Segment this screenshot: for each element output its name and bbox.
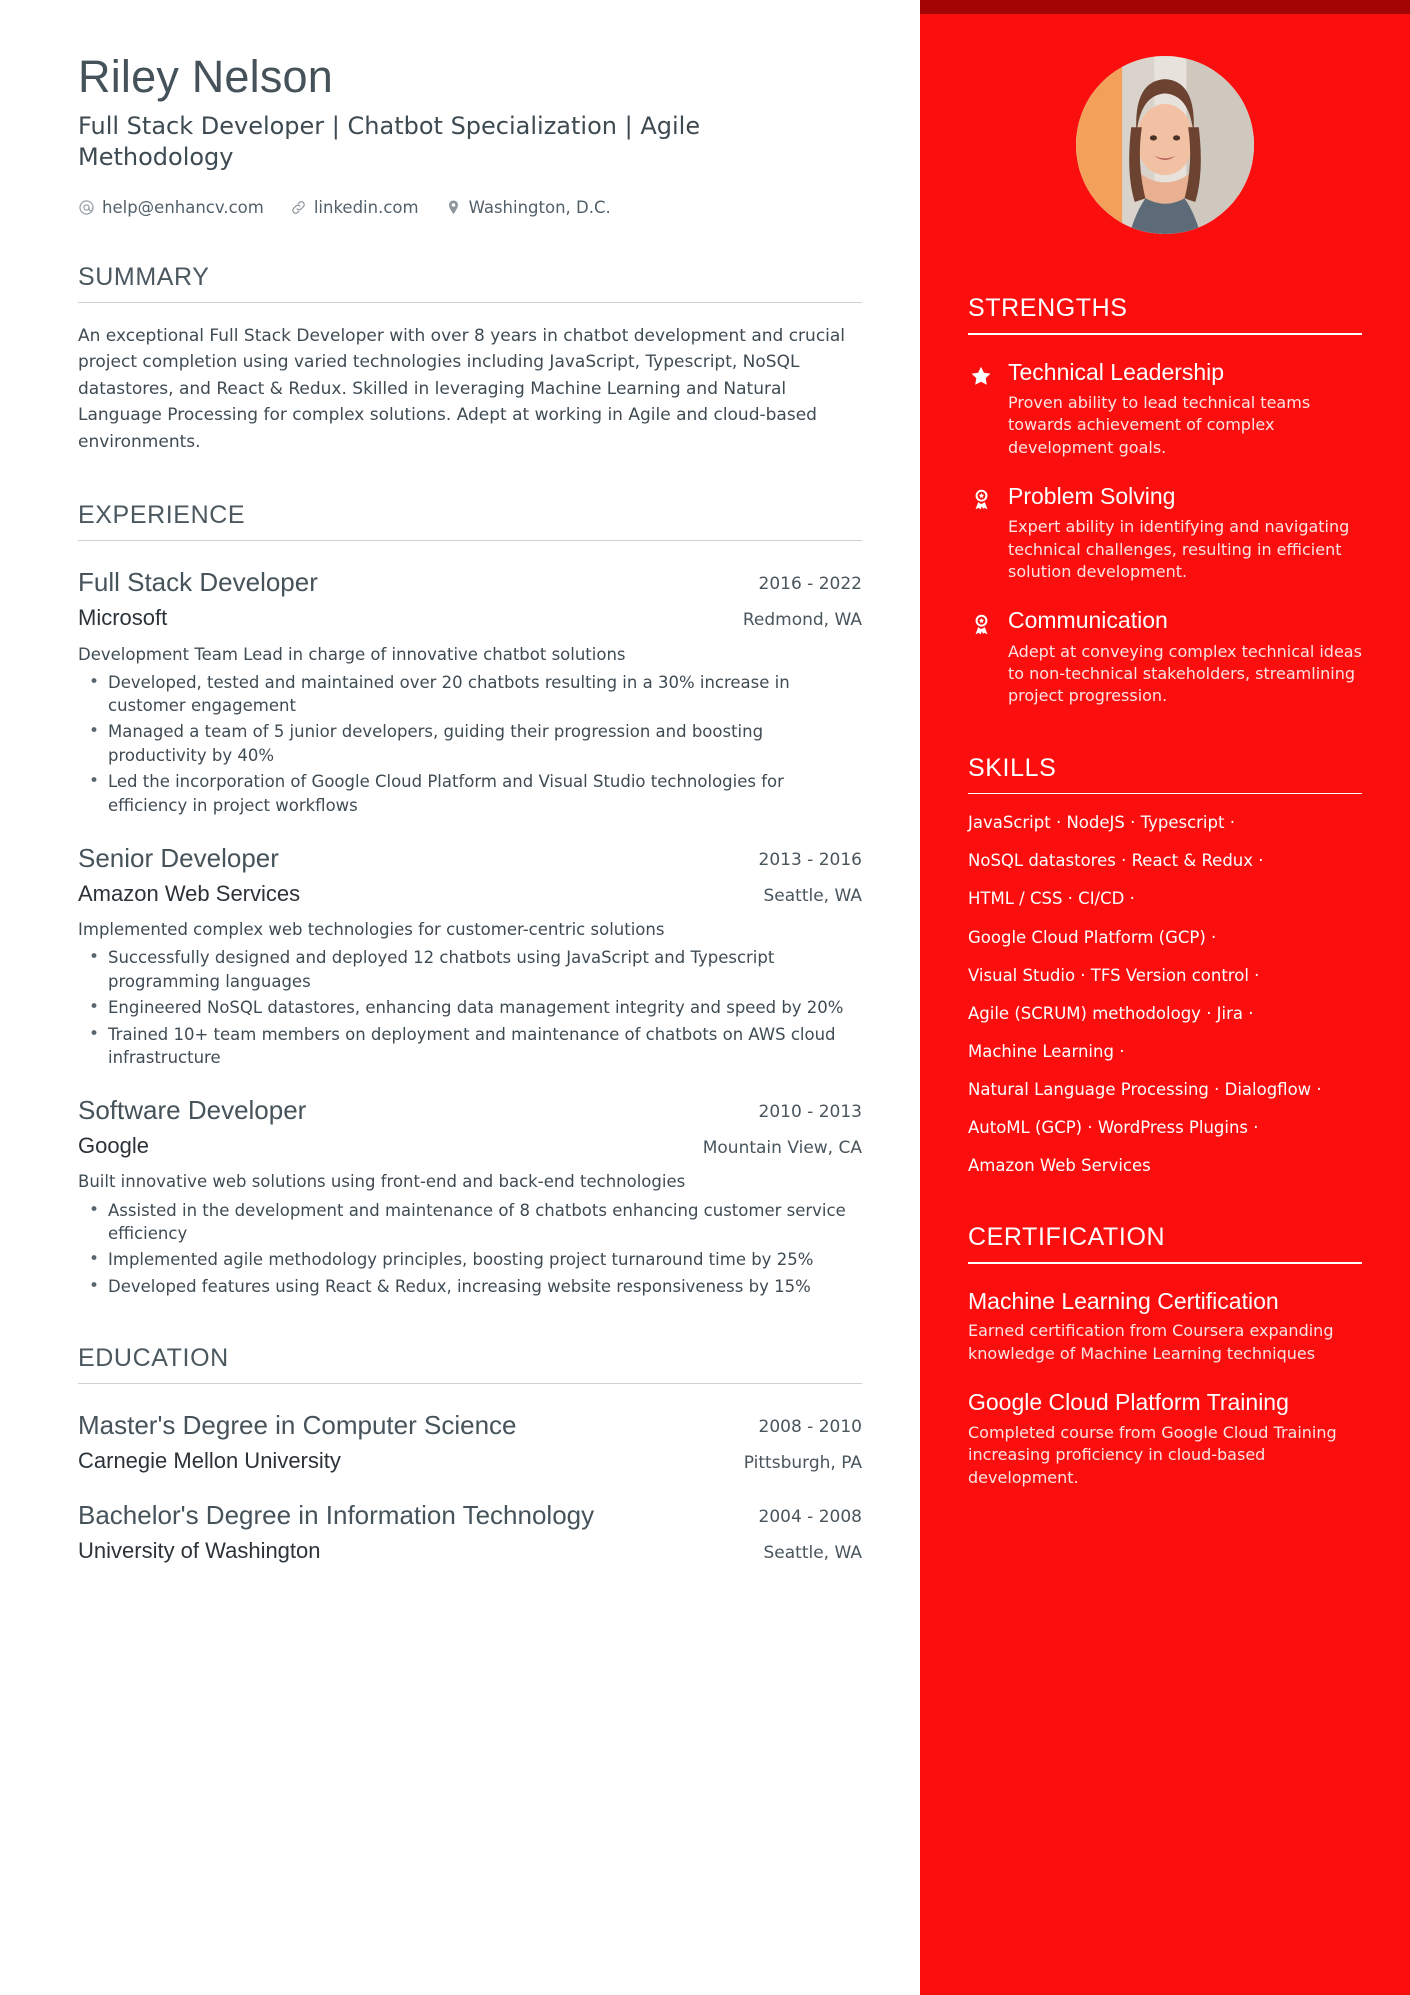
education-entry-head — [78, 1500, 862, 1564]
section-strengths — [968, 294, 1362, 708]
at-icon — [78, 199, 95, 216]
job-location: Seattle, WA — [763, 886, 862, 907]
list-item: Natural Language Processing · Dialogflow · — [968, 1079, 1322, 1099]
sidebar — [920, 0, 1410, 1995]
experience-heading: EXPERIENCE — [78, 501, 246, 530]
education-entry-left — [78, 1500, 630, 1564]
degree-title: Bachelor's Degree in Information Technology — [78, 1500, 595, 1531]
certification-item — [968, 1288, 1362, 1365]
job-location: Redmond, WA — [742, 610, 862, 631]
skills-divider — [968, 793, 1362, 795]
page-title: Riley Nelson — [78, 51, 333, 102]
list-item: • Trained 10+ team members on deployment and maintenance of chatbots on AWS cloud infrastructure — [78, 1023, 862, 1070]
strength-body — [1008, 359, 1362, 459]
contact-row — [78, 198, 862, 217]
contact-linkedin-text: linkedin.com — [313, 197, 419, 217]
section-certification — [968, 1223, 1362, 1489]
education-entry-right — [652, 1500, 862, 1563]
professional-headline: Full Stack Developer | Chatbot Specialization | Agile Methodology — [78, 112, 701, 171]
degree-dates: 2008 - 2010 — [758, 1417, 862, 1438]
certification-name: Google Cloud Platform Training — [968, 1389, 1289, 1416]
avatar-wrap — [968, 0, 1362, 234]
education-heading: EDUCATION — [78, 1344, 229, 1373]
sidebar-top-accent-bar — [920, 0, 1410, 14]
certification-item — [968, 1389, 1362, 1489]
page-header — [78, 52, 862, 217]
job-title: Full Stack Developer — [78, 567, 318, 598]
experience-entry — [78, 1095, 862, 1298]
list-item: • Led the incorporation of Google Cloud Platform and Visual Studio technologies for efficiency in project workflows — [78, 770, 862, 817]
strength-description: Proven ability to lead technical teams towards achievement of complex development goals. — [1008, 392, 1311, 457]
job-location: Mountain View, CA — [702, 1138, 862, 1159]
education-entry-right — [652, 1410, 862, 1473]
strength-name: Technical Leadership — [1008, 358, 1225, 385]
job-bullets — [78, 946, 862, 1069]
strength-description: Expert ability in identifying and navigating technical challenges, resulting in efficient solution development. — [1008, 517, 1350, 581]
list-item: Agile (SCRUM) methodology · Jira · — [968, 1003, 1254, 1023]
school-location: Pittsburgh, PA — [743, 1453, 862, 1474]
strengths-heading: STRENGTHS — [968, 294, 1128, 322]
strength-body — [1008, 483, 1362, 583]
strength-body — [1008, 607, 1362, 707]
contact-location — [445, 198, 611, 217]
education-entry — [78, 1410, 862, 1474]
education-entry-left — [78, 1410, 630, 1474]
list-item: Amazon Web Services — [968, 1156, 1151, 1176]
strengths-divider — [968, 333, 1362, 335]
job-bullets — [78, 671, 862, 818]
skills-heading: SKILLS — [968, 753, 1057, 782]
education-entry — [78, 1500, 862, 1564]
company-name: Amazon Web Services — [78, 880, 301, 906]
certification-divider — [968, 1262, 1362, 1264]
certification-name: Machine Learning Certification — [968, 1287, 1279, 1314]
list-item: • Assisted in the development and maintenance of 8 chatbots enhancing customer service efficiency — [78, 1199, 862, 1246]
section-education — [78, 1344, 862, 1564]
contact-email-text: help@enhancv.com — [102, 197, 264, 217]
job-description: Implemented complex web technologies for customer-centric solutions — [78, 920, 665, 940]
experience-entry-left — [78, 567, 630, 631]
list-item: AutoML (GCP) · WordPress Plugins · — [968, 1118, 1259, 1138]
summary-divider — [78, 302, 862, 303]
experience-entry — [78, 843, 862, 1069]
list-item: NoSQL datastores · React & Redux · — [968, 851, 1264, 871]
list-item: Google Cloud Platform (GCP) · — [968, 927, 1217, 947]
certification-description: Completed course from Google Cloud Training increasing proficiency in cloud-based development. — [968, 1422, 1337, 1487]
school-name: University of Washington — [78, 1537, 321, 1563]
experience-entry-right — [652, 1095, 862, 1158]
strength-name: Communication — [1008, 607, 1168, 634]
school-name: Carnegie Mellon University — [78, 1447, 341, 1473]
job-description: Development Team Lead in charge of innovative chatbot solutions — [78, 644, 626, 664]
summary-heading: SUMMARY — [78, 262, 210, 291]
experience-entry — [78, 567, 862, 817]
experience-entry-right — [652, 843, 862, 906]
experience-entry-right — [652, 567, 862, 630]
list-item: • Successfully designed and deployed 12 chatbots using JavaScript and Typescript programming languages — [78, 946, 862, 993]
section-skills — [968, 754, 1362, 1178]
list-item: Visual Studio · TFS Version control · — [968, 965, 1260, 985]
skills-list — [968, 812, 1362, 1177]
experience-entry-head — [78, 843, 862, 907]
location-pin-icon — [445, 199, 462, 216]
experience-entry-left — [78, 843, 630, 907]
education-divider — [78, 1383, 862, 1384]
certification-description: Earned certification from Coursera expanding knowledge of Machine Learning techniques — [968, 1321, 1334, 1363]
strength-item — [968, 359, 1362, 459]
degree-dates: 2004 - 2008 — [758, 1507, 862, 1528]
strength-name: Problem Solving — [1008, 482, 1176, 509]
contact-location-text: Washington, D.C. — [468, 197, 611, 217]
job-title: Senior Developer — [78, 843, 279, 874]
job-dates: 2010 - 2013 — [758, 1102, 862, 1123]
job-dates: 2013 - 2016 — [758, 850, 862, 871]
list-item: JavaScript · NodeJS · Typescript · — [968, 813, 1235, 833]
school-location: Seattle, WA — [763, 1543, 862, 1564]
list-item: • Implemented agile methodology principles, boosting project turnaround time by 25% — [78, 1248, 862, 1271]
company-name: Google — [78, 1133, 149, 1159]
strength-description: Adept at conveying complex technical ideas to non-technical stakeholders, streamlining project progression. — [1008, 641, 1362, 706]
job-bullets — [78, 1199, 862, 1299]
contact-email[interactable] — [78, 198, 264, 217]
summary-text: An exceptional Full Stack Developer with over 8 years in chatbot development and crucial project completion using varied technologies including JavaScript, Typescript, NoSQL datastores, and React & Redux. Skilled in leveraging Machine Learning and Natural Language Processing for complex solutions. Adept at working in Agile and cloud-based environments. — [78, 325, 846, 452]
award-ribbon-icon — [968, 611, 994, 637]
experience-entry-head — [78, 567, 862, 631]
section-summary — [78, 263, 862, 456]
award-ribbon-icon — [968, 487, 994, 513]
experience-divider — [78, 540, 862, 541]
job-description: Built innovative web solutions using front-end and back-end technologies — [78, 1172, 686, 1192]
list-item: HTML / CSS · CI/CD · — [968, 889, 1135, 909]
experience-entry-head — [78, 1095, 862, 1159]
job-dates: 2016 - 2022 — [758, 574, 862, 595]
education-entry-head — [78, 1410, 862, 1474]
strength-item — [968, 607, 1362, 707]
company-name: Microsoft — [78, 605, 168, 631]
certification-heading: CERTIFICATION — [968, 1223, 1166, 1252]
degree-title: Master's Degree in Computer Science — [78, 1410, 517, 1441]
strength-item — [968, 483, 1362, 583]
list-item: • Developed, tested and maintained over 20 chatbots resulting in a 30% increase in customer engagement — [78, 671, 862, 718]
avatar — [1076, 56, 1254, 234]
job-title: Software Developer — [78, 1095, 307, 1126]
contact-linkedin[interactable] — [290, 198, 419, 217]
list-item: • Engineered NoSQL datastores, enhancing data management integrity and speed by 20% — [78, 996, 862, 1019]
list-item: • Developed features using React & Redux, increasing website responsiveness by 15% — [78, 1275, 862, 1298]
section-experience — [78, 501, 862, 1298]
star-icon — [968, 363, 994, 389]
link-icon — [290, 199, 307, 216]
list-item: Machine Learning · — [968, 1041, 1125, 1061]
list-item: • Managed a team of 5 junior developers, guiding their progression and boosting productivity by 40% — [78, 720, 862, 767]
experience-entry-left — [78, 1095, 630, 1159]
